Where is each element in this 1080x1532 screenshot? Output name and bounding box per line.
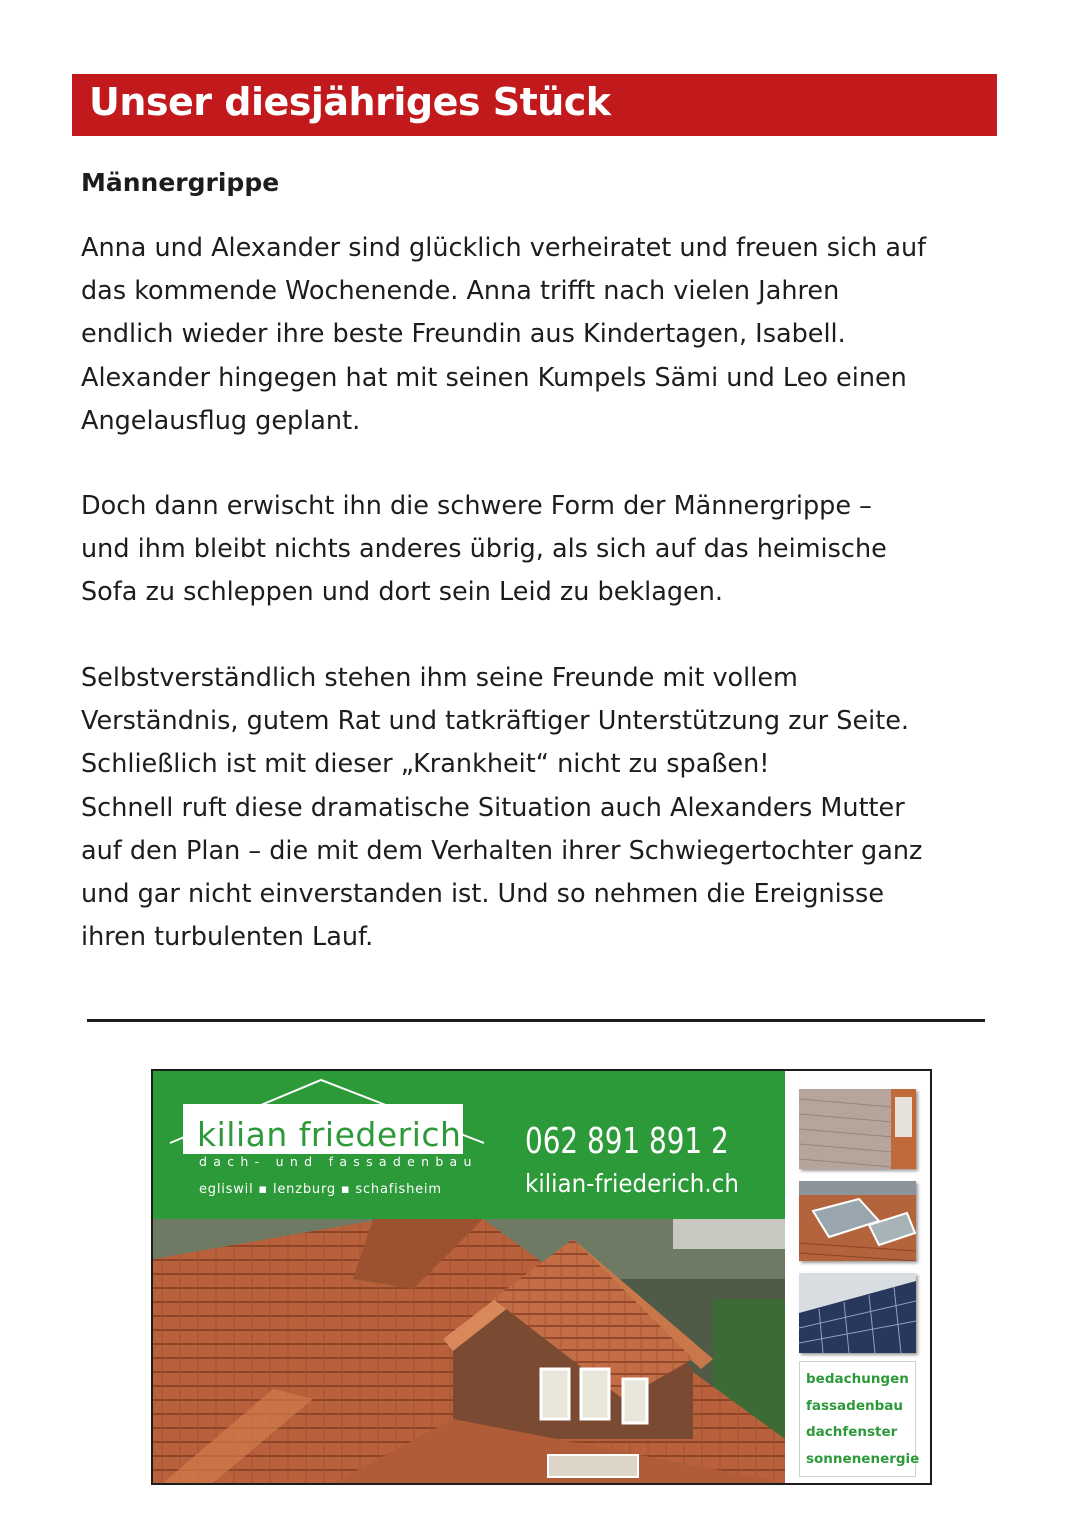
ad-header: [153, 1071, 785, 1219]
roof-photo: [153, 1219, 785, 1483]
text-line: Angelausflug geplant.: [81, 405, 361, 436]
service-item: bedachungen: [806, 1371, 909, 1387]
ad-side-panel: [785, 1071, 930, 1483]
phone-number[interactable]: 062 891 891 2: [525, 1121, 729, 1162]
synopsis-paragraph-2: [81, 485, 1021, 615]
text-line: auf den Plan – die mit dem Verhalten ihrer Schwiegertochter ganz: [81, 835, 923, 866]
company-subtitle: dach- und fassadenbau: [199, 1154, 478, 1169]
text-line: Schließlich ist mit dieser „Krankheit“ nicht zu spaßen!: [81, 749, 770, 780]
text-line: Anna und Alexander sind glücklich verheiratet und freuen sich auf: [81, 233, 927, 263]
roof-window-photo: [799, 1181, 916, 1261]
company-locations: egliswil ▪ lenzburg ▪ schafisheim: [199, 1182, 442, 1197]
facade-image: [799, 1089, 916, 1169]
services-list: [799, 1361, 920, 1477]
text-line: Doch dann erwischt ihn die schwere Form der Männergrippe –: [81, 491, 872, 521]
text-line: das kommende Wochenende. Anna trifft nach vielen Jahren: [81, 276, 840, 307]
advertisement[interactable]: [151, 1069, 932, 1485]
solar-panel-image: [799, 1273, 916, 1353]
section-title: Unser diesjähriges Stück: [89, 80, 611, 124]
section-header: [72, 74, 997, 136]
company-logo-text: kilian friederich: [197, 1115, 462, 1154]
roof-window-image: [799, 1181, 916, 1261]
text-line: Selbstverständlich stehen ihm seine Freunde mit vollem: [81, 663, 798, 693]
text-line: und gar nicht einverstanden ist. Und so nehmen die Ereignisse: [81, 879, 885, 910]
service-item: fassadenbau: [806, 1397, 903, 1414]
solar-panel-photo: [799, 1273, 916, 1353]
text-line: Schnell ruft diese dramatische Situation auch Alexanders Mutter: [81, 792, 905, 823]
synopsis-paragraph-1: [81, 227, 1021, 443]
text-line: endlich wieder ihre beste Freundin aus Kindertagen, Isabell.: [81, 319, 846, 350]
service-item: dachfenster: [806, 1424, 898, 1440]
service-item: sonnenenergie: [806, 1450, 920, 1467]
facade-photo: [799, 1089, 916, 1169]
text-line: Verständnis, gutem Rat und tatkräftiger Unterstützung zur Seite.: [81, 706, 910, 737]
section-divider: [87, 1019, 985, 1022]
play-title: Männergrippe: [81, 168, 280, 197]
text-line: und ihm bleibt nichts anderes übrig, als sich auf das heimische: [81, 534, 887, 565]
text-line: Sofa zu schleppen und dort sein Leid zu beklagen.: [81, 577, 724, 608]
text-line: ihren turbulenten Lauf.: [81, 922, 374, 953]
synopsis-paragraph-3: [81, 657, 1021, 959]
text-line: Alexander hingegen hat mit seinen Kumpels Sämi und Leo einen: [81, 362, 907, 393]
website-link[interactable]: kilian-friederich.ch: [525, 1169, 739, 1198]
